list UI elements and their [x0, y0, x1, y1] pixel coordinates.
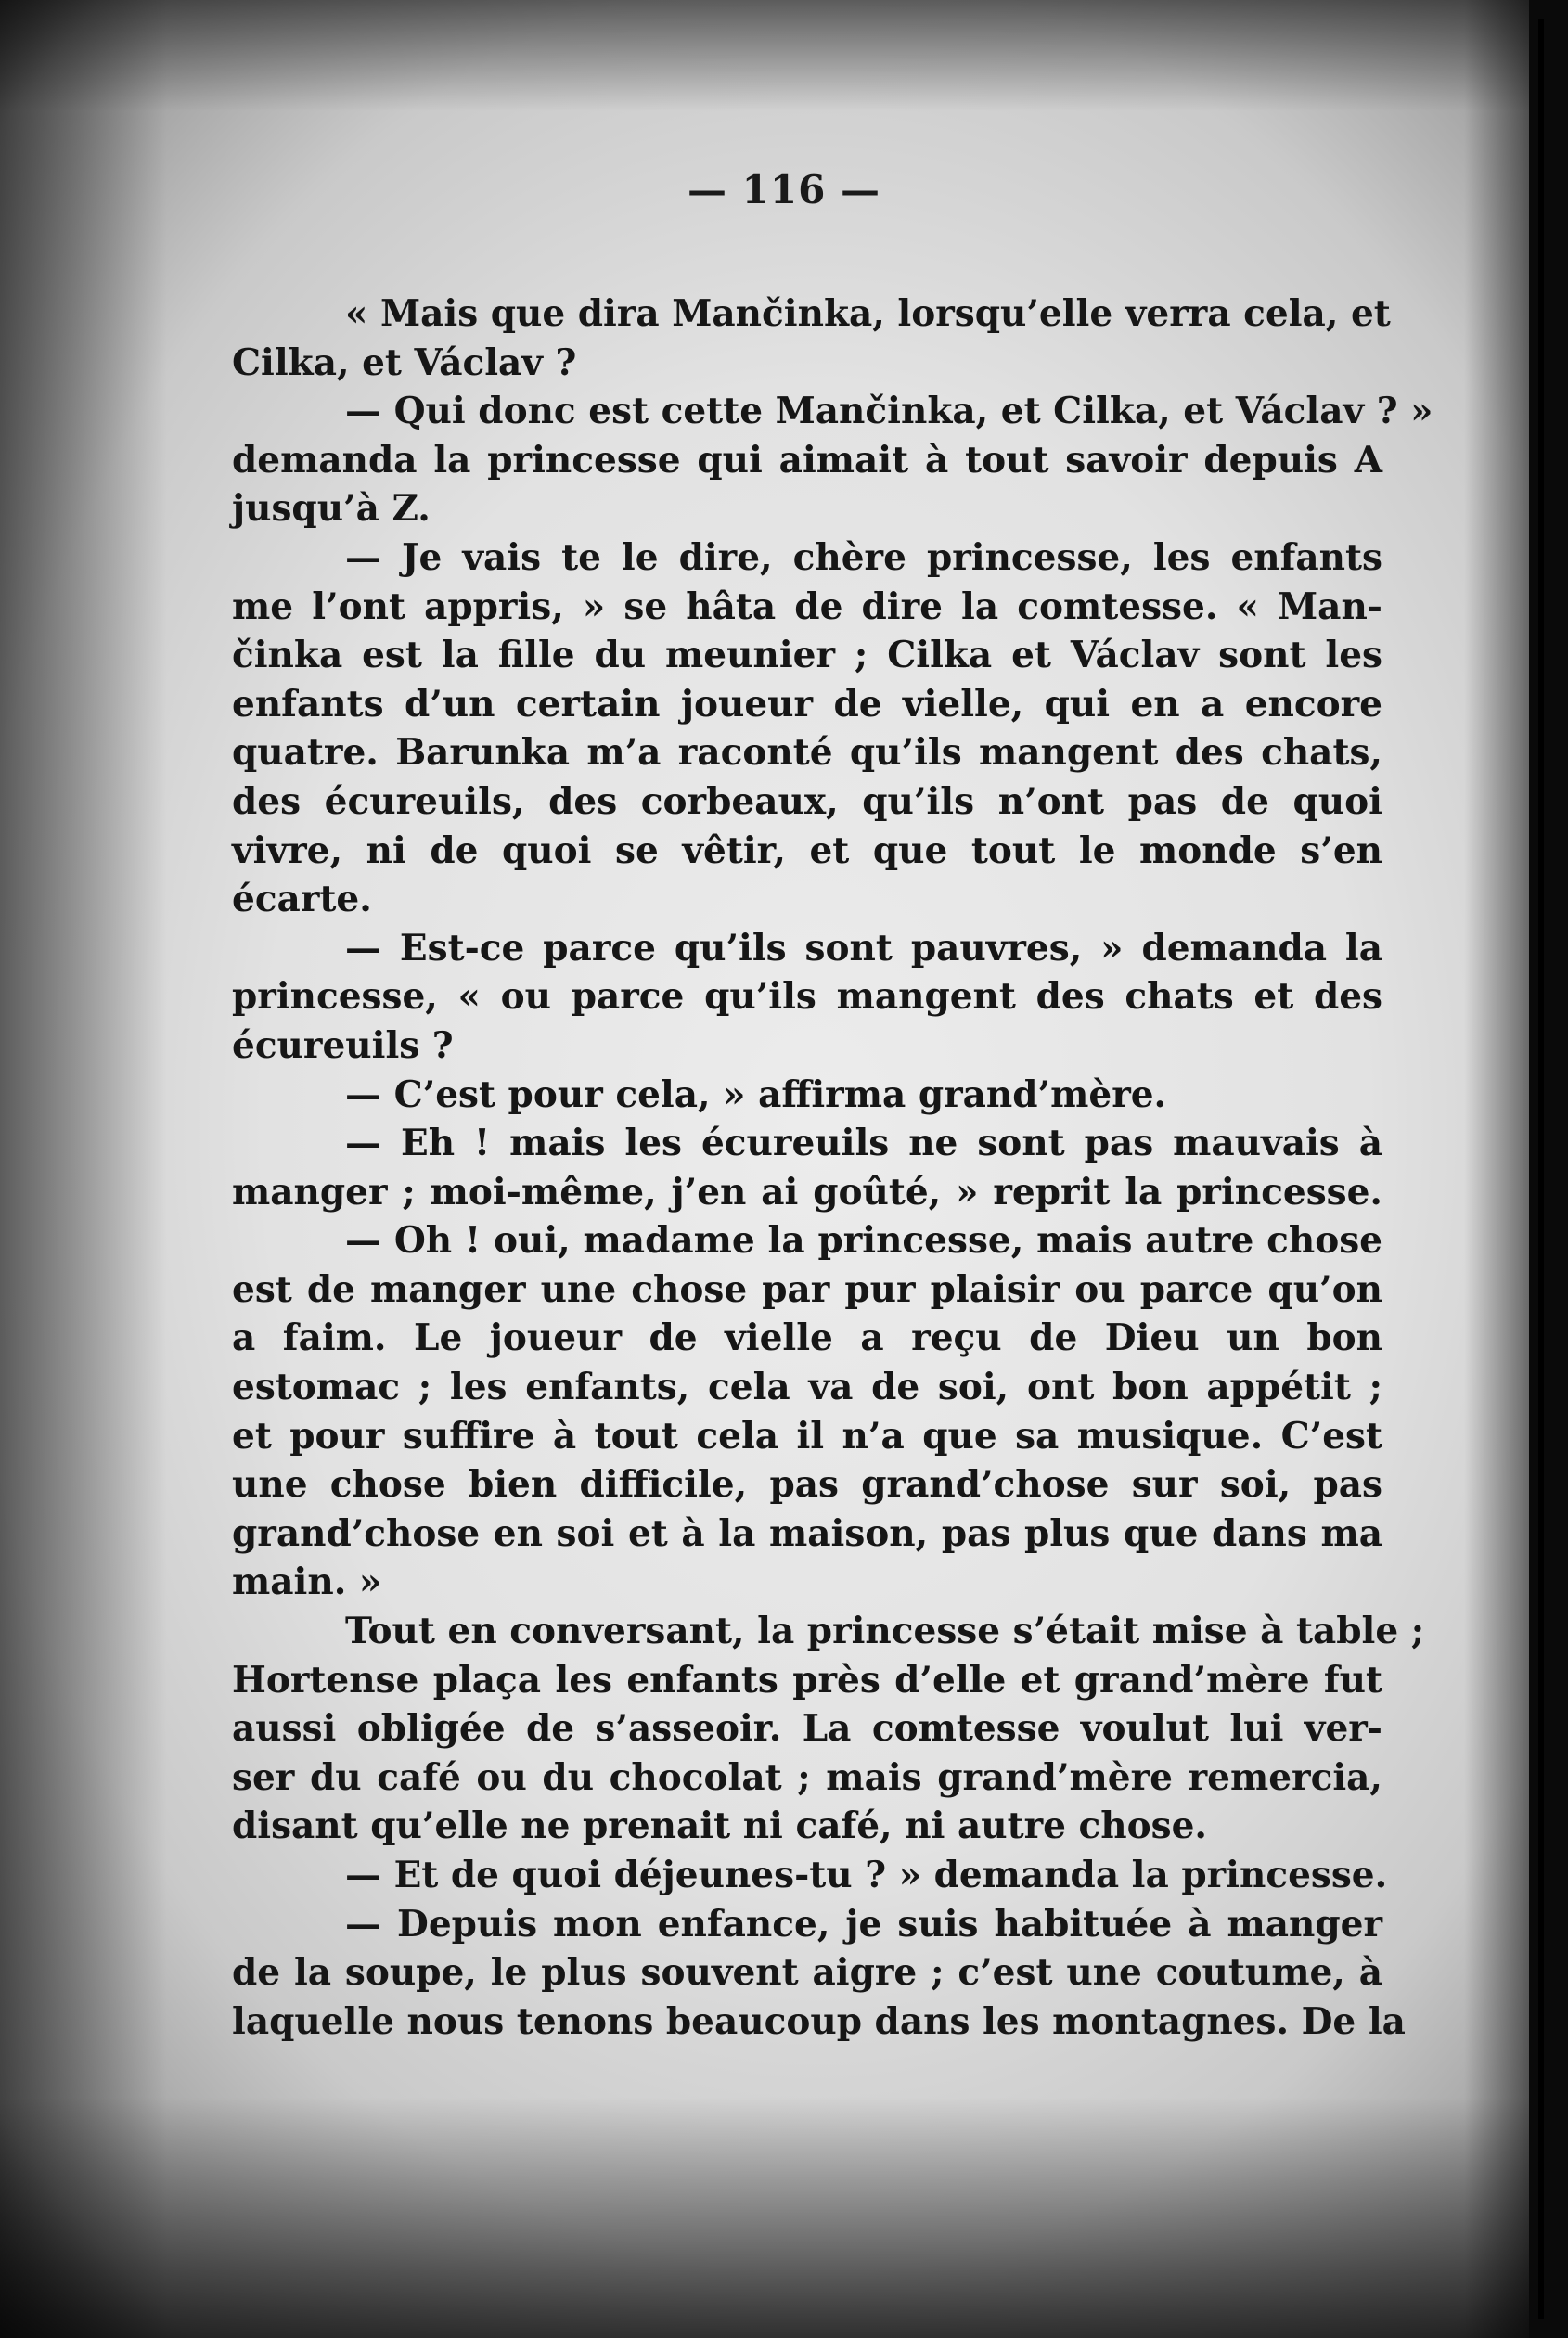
- text-line: et pour suffire à tout cela il n’a que sa musique. C’est: [232, 1414, 1382, 1458]
- text-line: vivre, ni de quoi se vêtir, et que tout le monde s’en: [232, 829, 1382, 872]
- body-text: [232, 289, 1433, 2046]
- page-number: — 116 —: [688, 167, 880, 212]
- text-line: demanda la princesse qui aimait à tout savoir depuis A: [232, 438, 1382, 482]
- text-line: une chose bien difficile, pas grand’chose sur soi, pas: [232, 1463, 1382, 1507]
- text-line: jusqu’à Z.: [232, 487, 431, 531]
- text-line: estomac ; les enfants, cela va de soi, ont bon appétit ;: [232, 1366, 1382, 1409]
- text-line: main. »: [232, 1561, 382, 1604]
- text-line: des écureuils, des corbeaux, qu’ils n’ont pas de quoi: [232, 779, 1382, 823]
- binding-line: [1538, 19, 1544, 2319]
- scan-shadow-top: [0, 0, 1568, 111]
- text-line: écureuils ?: [232, 1023, 454, 1067]
- scan-shadow-right: [1464, 0, 1529, 2338]
- text-line: « Mais que dira Mančinka, lorsqu’elle verra cela, et: [345, 292, 1391, 335]
- text-line: — C’est pour cela, » affirma grand’mère.: [345, 1073, 1167, 1116]
- book-edge: [1529, 0, 1568, 2338]
- text-line: činka est la fille du meunier ; Cilka et Václav sont les: [232, 634, 1382, 677]
- text-line: — Depuis mon enfance, je suis habituée à manger: [345, 1902, 1382, 1946]
- text-line: enfants d’un certain joueur de vielle, qui en a encore: [232, 682, 1382, 726]
- scan-shadow-bottom: [0, 2097, 1568, 2338]
- text-line: est de manger une chose par pur plaisir ou parce qu’on: [232, 1267, 1382, 1311]
- text-line: — Oh ! oui, madame la princesse, mais autre chose: [345, 1219, 1382, 1263]
- text-line: Tout en conversant, la princesse s’était mise à table ;: [345, 1610, 1425, 1653]
- text-line: quatre. Barunka m’a raconté qu’ils mangent des chats,: [232, 731, 1382, 775]
- text-line: disant qu’elle ne prenait ni café, ni autre chose.: [232, 1805, 1208, 1848]
- text-line: me l’ont appris, » se hâta de dire la comtesse. « Man-: [232, 584, 1382, 628]
- text-line: grand’chose en soi et à la maison, pas plus que dans ma: [232, 1511, 1382, 1555]
- text-line: aussi obligée de s’asseoir. La comtesse voulut lui ver-: [232, 1707, 1382, 1751]
- text-line: laquelle nous tenons beaucoup dans les montagnes. De la: [232, 1999, 1406, 2043]
- text-line: ser du café ou du chocolat ; mais grand’mère remercia,: [232, 1755, 1382, 1799]
- text-line: de la soupe, le plus souvent aigre ; c’est une coutume, à: [232, 1951, 1382, 1995]
- text-line: — Je vais te le dire, chère princesse, les enfants: [345, 535, 1382, 579]
- scan-shadow-left: [0, 0, 167, 2338]
- text-line: — Et de quoi déjeunes-tu ? » demanda la princesse.: [345, 1854, 1388, 1896]
- text-line: — Qui donc est cette Mančinka, et Cilka, et Václav ? »: [345, 390, 1433, 433]
- text-line: a faim. Le joueur de vielle a reçu de Dieu un bon: [232, 1317, 1382, 1360]
- text-line: Cilka, et Václav ?: [232, 340, 577, 384]
- text-line: — Eh ! mais les écureuils ne sont pas mauvais à: [345, 1122, 1382, 1165]
- text-line: écarte.: [232, 878, 372, 921]
- text-line: manger ; moi-même, j’en ai goûté, » reprit la princesse.: [232, 1170, 1382, 1214]
- text-line: Hortense plaça les enfants près d’elle et grand’mère fut: [232, 1658, 1382, 1702]
- text-line: — Est-ce parce qu’ils sont pauvres, » demanda la: [345, 926, 1382, 970]
- text-line: princesse, « ou parce qu’ils mangent des chats et des: [232, 975, 1382, 1019]
